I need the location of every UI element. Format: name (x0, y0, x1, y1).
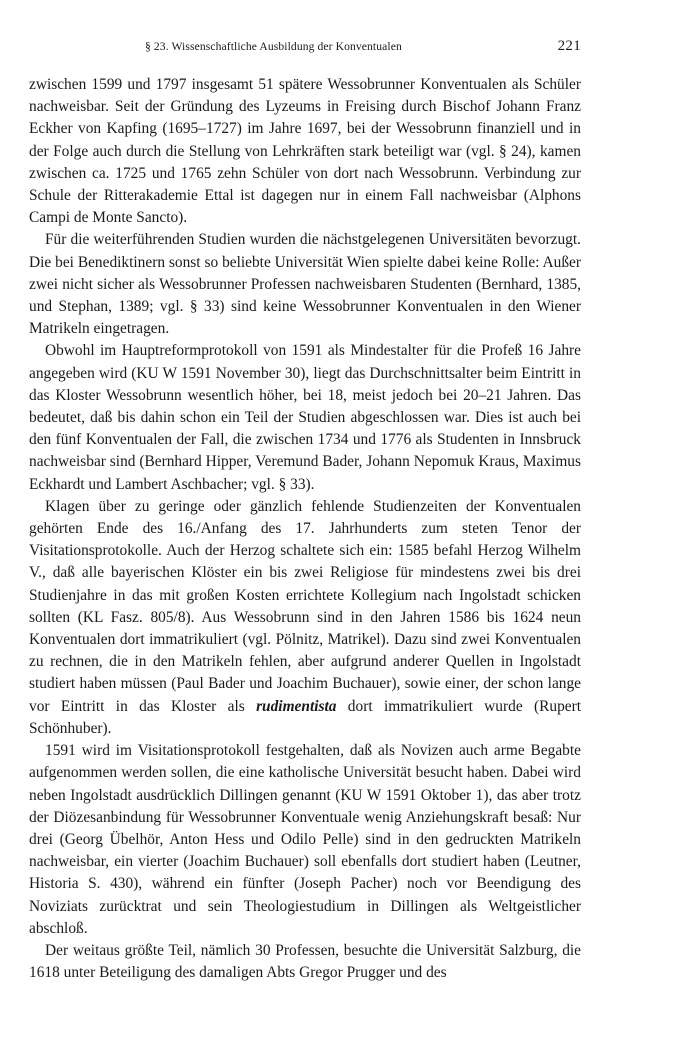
paragraph-1: zwischen 1599 und 1797 insgesamt 51 spätere Wessobrunner Konventualen als Schüler nachweisbar. Seit der Gründung des Lyzeums in Freising durch Bischof Johann Franz Eckher von Kapfing (1695–1727) im Jahre 1697, bei der Wessobrunn finanziell und in der Folge auch durch die Stellung von Lehrkräften stark beteiligt war (vgl. § 24), kamen zwischen ca. 1725 und 1765 zehn Schüler von dort nach Wessobrunn. Verbindung zur Schule der Ritterakademie Ettal ist dagegen nur in einem Fall nachweisbar (Alphons Campi de Monte Sancto). (29, 76, 581, 227)
body-text (29, 74, 581, 984)
running-header (29, 38, 581, 60)
paragraph-4 (29, 496, 581, 740)
paragraph-6: Der weitaus größte Teil, nämlich 30 Professen, besuchte die Universität Salzburg, die 1618 unter Beteiligung des damaligen Abts Gregor Prugger und des (29, 941, 581, 982)
paragraph-3: Obwohl im Hauptreformprotokoll von 1591 als Mindestalter für die Profeß 16 Jahre angegeben wird (KU W 1591 November 30), liegt das Durchschnittsalter beim Eintritt in das Kloster Wessobrunn wesentlich höher, bei 18, meist jedoch bei 20–21 Jahren. Das bedeutet, daß bis dahin schon ein Teil der Studien abgeschlossen war. Dies ist auch bei den fünf Konventualen der Fall, die zwischen 1734 und 1776 als Studenten in Innsbruck nachweisbar sind (Bernhard Hipper, Veremund Bader, Johann Nepomuk Kraus, Maximus Eckhardt und Lambert Aschbacher; vgl. § 33). (29, 342, 581, 493)
paragraph-2: Für die weiterführenden Studien wurden die nächstgelegenen Universitäten bevorzugt. Die bei Benediktinern sonst so beliebte Universität Wien spielte dabei keine Rolle: Außer zwei nicht sicher als Wessobrunner Professen nachweisbaren Studenten (Bernhard, 1385, und Stephan, 1389; vgl. § 33) sind keine Wessobrunner Konventualen in den Wiener Matrikeln eingetragen. (29, 231, 581, 338)
paragraph-4-text: Klagen über zu geringe oder gänzlich fehlende Studienzeiten der Konventualen gehörten Ende des 16./Anfang des 17. Jahrhunderts zum steten Tenor der Visitationsprotokolle. Auch der Herzog schaltete sich ein: 1585 befahl Herzog Wilhelm V., daß alle bayerischen Klöster ein bis zwei Religiose für mindestens zwei bis drei Studienjahre in das mit großen Kosten errichtete Kollegium nach Ingolstadt schicken sollten (KL Fasz. 805/8). Aus Wessobrunn sind in den Jahren 1586 bis 1624 neun Konventualen dort immatrikuliert (vgl. Pölnitz, Matrikel). Dazu sind zwei Konventualen zu rechnen, die in den Matrikeln fehlen, aber aufgrund anderer Quellen in Ingolstadt studiert haben müssen (Paul Bader und Joachim Buchauer), sowie einer, der schon lange vor Eintritt in das Kloster als (29, 497, 581, 715)
paragraph-5: 1591 wird im Visitationsprotokoll festgehalten, daß als Novizen auch arme Begabte aufgenommen werden sollen, die eine katholische Universität besucht haben. Dabei wird neben Ingolstadt ausdrücklich Dillingen genannt (KU W 1591 Oktober 1), das aber trotz der Diözesanbindung für Wessobrunner Konventuale wenig Anziehungskraft besaß: Nur drei (Georg Übelhör, Anton Hess und Odilo Pelle) sind in den gedruckten Matrikeln nachweisbar, ein vierter (Joachim Buchauer) soll ebenfalls dort studiert haben (Leutner, Historia S. 430), während ein fünfter (Joseph Pacher) noch vor Beendigung des Noviziats zurücktrat und sein Theologiestudium in Dillingen als Weltgeistlicher abschloß. (29, 742, 581, 937)
paragraph-4-text-after: dort immatrikuliert wurde (Rupert Schönhuber). (29, 697, 581, 737)
running-head-title: § 23. Wissenschaftliche Ausbildung der Konventualen (145, 40, 402, 53)
page-number: 221 (557, 38, 581, 54)
book-page (29, 38, 581, 984)
italic-term-rudimentista: rudimentista (256, 697, 337, 715)
